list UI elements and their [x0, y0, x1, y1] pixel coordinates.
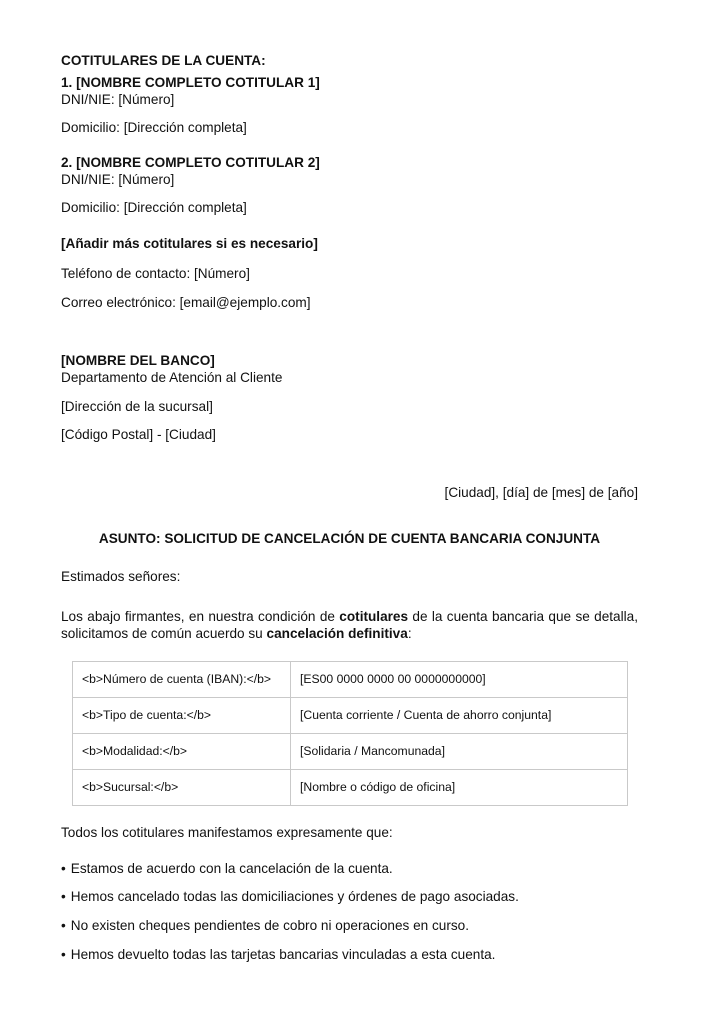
bullet-icon: •	[61, 947, 66, 962]
telefono-contacto: Teléfono de contacto: [Número]	[61, 266, 250, 281]
list-item	[61, 946, 495, 963]
greeting: Estimados señores:	[61, 569, 181, 584]
correo-electronico: Correo electrónico: [email@ejemplo.com]	[61, 295, 311, 310]
bullet-icon: •	[61, 889, 66, 904]
table-cell-label: <b>Sucursal:</b>	[73, 770, 291, 806]
account-details-table	[72, 661, 628, 806]
table-cell-value: [Nombre o código de oficina]	[291, 770, 628, 806]
list-item	[61, 917, 469, 934]
cotitulares-heading: COTITULARES DE LA CUENTA:	[61, 53, 266, 68]
table-row	[73, 698, 628, 734]
intro-text-1: Los abajo firmantes, en nuestra condición de	[61, 609, 340, 624]
declaration: Todos los cotitulares manifestamos expresamente que:	[61, 825, 393, 840]
subject-line: ASUNTO: SOLICITUD DE CANCELACIÓN DE CUENTA BANCARIA CONJUNTA	[98, 531, 601, 546]
bank-address: [Dirección de la sucursal]	[61, 399, 213, 414]
titular1-name: 1. [NOMBRE COMPLETO COTITULAR 1]	[61, 75, 320, 90]
list-item-text: Hemos cancelado todas las domiciliaciones y órdenes de pago asociadas.	[70, 889, 519, 904]
intro-text-3: :	[407, 626, 412, 641]
table-cell-value: [ES00 0000 0000 00 0000000000]	[291, 662, 628, 698]
intro-paragraph	[61, 608, 638, 642]
bullet-icon: •	[61, 861, 66, 876]
bank-postal: [Código Postal] - [Ciudad]	[61, 427, 216, 442]
date-line: [Ciudad], [día] de [mes] de [año]	[444, 485, 638, 500]
table-cell-label: <b>Modalidad:</b>	[73, 734, 291, 770]
list-item	[61, 860, 393, 877]
titular1-dni: DNI/NIE: [Número]	[61, 92, 175, 107]
intro-bold-cancelacion: cancelación definitiva	[266, 626, 408, 641]
list-item-text: Hemos devuelto todas las tarjetas bancarias vinculadas a esta cuenta.	[70, 947, 496, 962]
table-cell-value: [Solidaria / Mancomunada]	[291, 734, 628, 770]
bank-name: [NOMBRE DEL BANCO]	[61, 353, 215, 368]
list-item-text: Estamos de acuerdo con la cancelación de la cuenta.	[70, 861, 393, 876]
intro-text-2: de la cuenta bancaria que se detalla, solicitamos de común acuerdo su	[61, 609, 638, 641]
titular2-dni: DNI/NIE: [Número]	[61, 172, 175, 187]
titular2-domicilio: Domicilio: [Dirección completa]	[61, 200, 247, 215]
intro-bold-cotitulares: cotitulares	[339, 609, 409, 624]
list-item	[61, 888, 519, 905]
table-cell-label: <b>Número de cuenta (IBAN):</b>	[73, 662, 291, 698]
table-cell-value: [Cuenta corriente / Cuenta de ahorro conjunta]	[291, 698, 628, 734]
add-more-cotitulares: [Añadir más cotitulares si es necesario]	[61, 236, 318, 251]
table-row	[73, 734, 628, 770]
table-row	[73, 770, 628, 806]
titular2-name: 2. [NOMBRE COMPLETO COTITULAR 2]	[61, 155, 320, 170]
titular1-domicilio: Domicilio: [Dirección completa]	[61, 120, 247, 135]
list-item-text: No existen cheques pendientes de cobro ni operaciones en curso.	[70, 918, 470, 933]
table-row	[73, 662, 628, 698]
bank-department: Departamento de Atención al Cliente	[61, 370, 283, 385]
bullet-icon: •	[61, 918, 66, 933]
table-cell-label: <b>Tipo de cuenta:</b>	[73, 698, 291, 734]
